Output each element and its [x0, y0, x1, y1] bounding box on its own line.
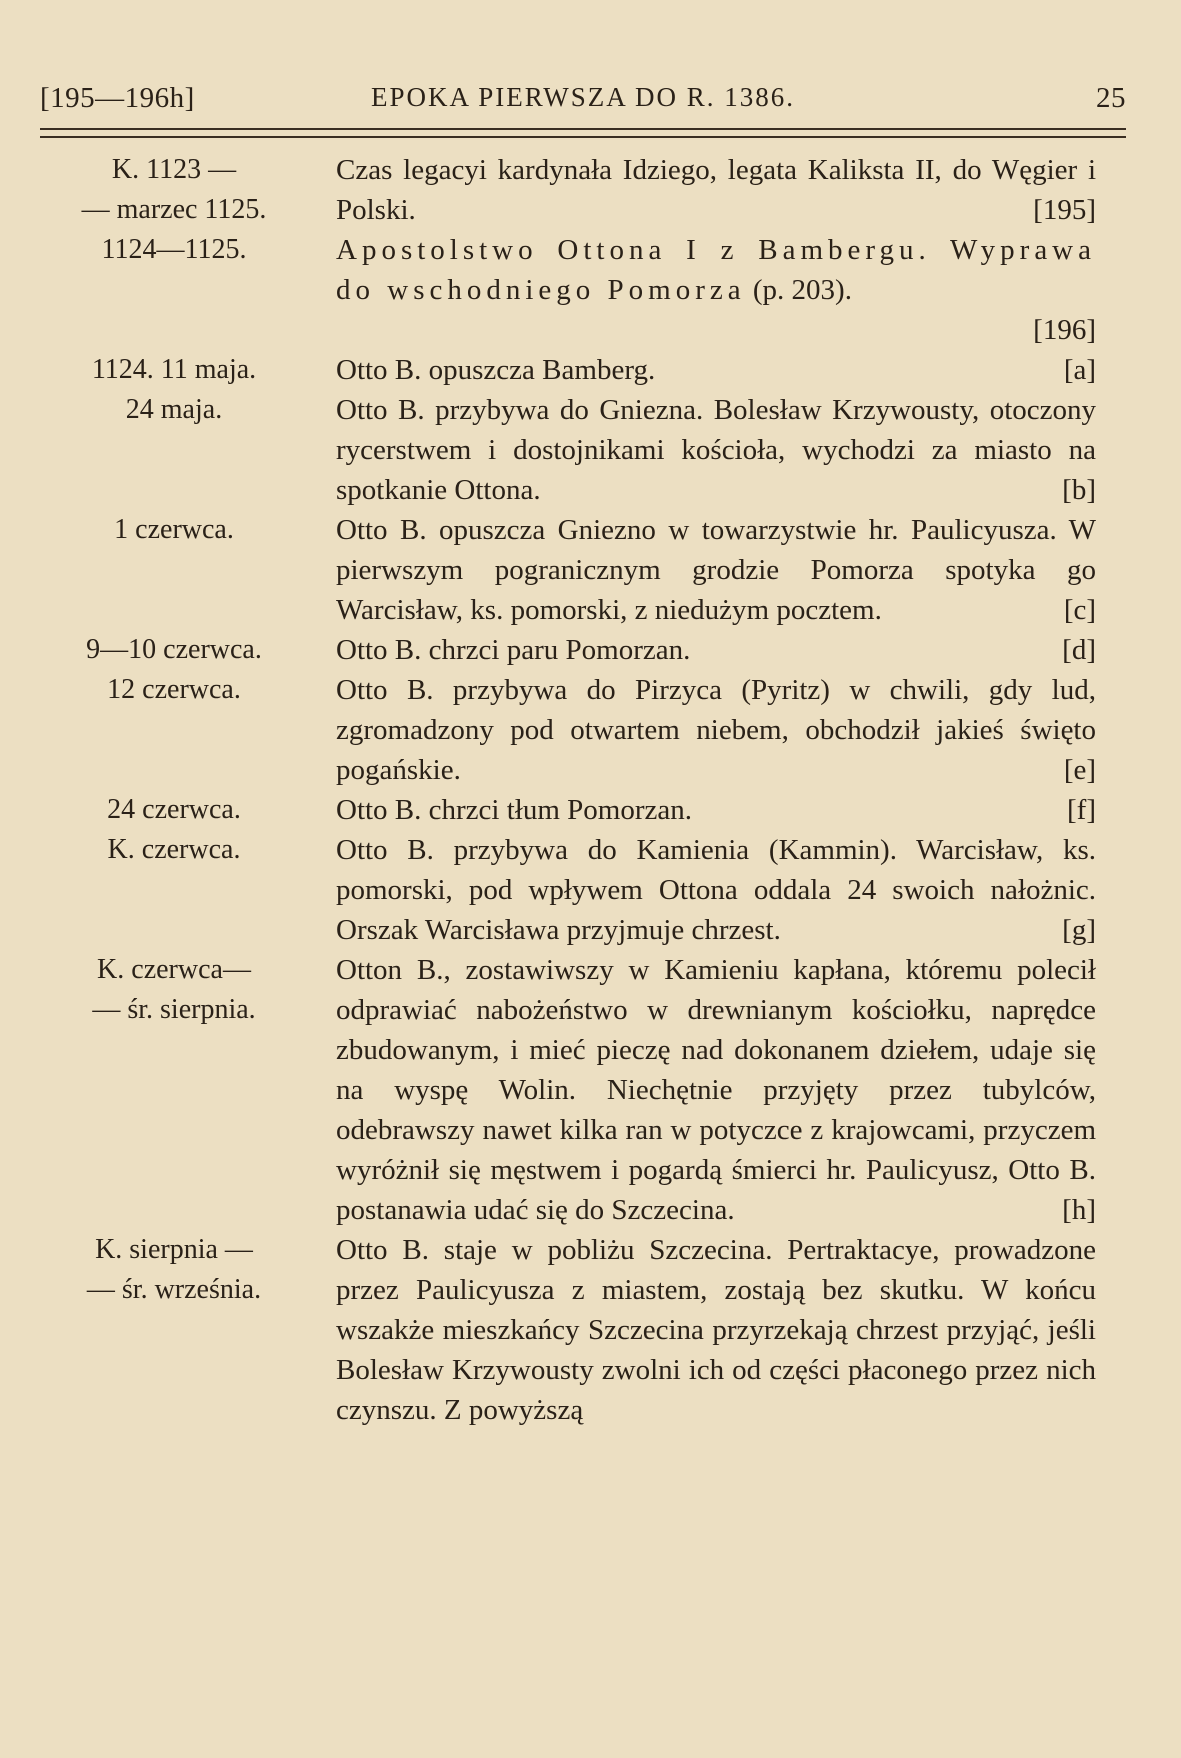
entry-text: Otto B. chrzci paru Pomorzan. [d] [336, 630, 1096, 670]
entry-text: Czas legacyi kardynała Idziego, legata Kaliksta II, do Węgier i Polski. [195] [336, 150, 1096, 230]
entry-a [40, 350, 1126, 390]
entry-ref: [b] [1062, 474, 1096, 506]
entry-196 [40, 230, 1126, 350]
entry-195 [40, 150, 1126, 230]
chronology-table [40, 150, 1126, 1430]
entry-ref: [d] [1062, 634, 1096, 666]
entry-text: Apostolstwo Ottona I z Bambergu. Wyprawa do wschodniego Pomorza (p. 203). [196] [336, 234, 1096, 346]
header-title: EPOKA PIERWSZA DO R. 1386. [370, 82, 796, 112]
entry-text: Otto B. przybywa do Kamienia (Kammin). Warcisław, ks. pomorski, pod wpływem Ottona oddala 24 swoich nałożnic. Orszak Warcisława przyjmuje chrzest. [g] [336, 830, 1096, 950]
entry-text: Otton B., zostawiwszy w Kamieniu kapłana, któremu polecił odprawiać nabożeństwo w drewnianym kościołku, naprędce zbudowanym, i mieć pieczę nad dokonanem dziełem, udaje się na wyspę Wolin. Niechętnie przyjęty przez tubylców, odebrawszy nawet kilka ran w potyczce z krajowcami, przyczem wyróżnił się męstwem i pogardą śmierci hr. Paulicyusz, Otto B. postanawia udać się do Szczecina. [h] [336, 950, 1096, 1230]
entry-ref: [g] [1062, 914, 1096, 946]
entry-text: Otto B. przybywa do Gniezna. Bolesław Krzywousty, otoczony rycerstwem i dostojnikami kościoła, wychodzi za miasto na spotkanie Ottona. [b] [336, 390, 1096, 510]
entry-ref: [e] [1063, 754, 1096, 786]
entry-text: Otto B. opuszcza Bamberg. [a] [336, 350, 1096, 390]
entry-ref: [195] [1033, 194, 1096, 226]
entry-b [40, 390, 1126, 510]
entry-date: K. sierpnia — — śr. września. [86, 1234, 262, 1305]
entry-text: Otto B. chrzci tłum Pomorzan. [f] [336, 790, 1096, 830]
entry-date: 9—10 czerwca. [86, 634, 262, 665]
entry-i [40, 1230, 1126, 1430]
entry-date: 1 czerwca. [114, 514, 234, 545]
entry-date: 24 czerwca. [107, 794, 241, 825]
entry-ref: [a] [1063, 354, 1096, 386]
entry-text: Otto B. opuszcza Gniezno w towarzystwie hr. Paulicyusza. W pierwszym pogranicznym grodzie Pomorza spotyka go Warcisław, ks. pomorski, z niedużym pocztem. [c] [336, 510, 1096, 630]
header-double-rule [40, 128, 1126, 138]
entry-date: K. czerwca— — śr. sierpnia. [92, 954, 256, 1025]
page-number: 25 [1096, 82, 1126, 114]
entry-ref: [h] [1062, 1194, 1096, 1226]
entry-f [40, 790, 1126, 830]
entry-ref: [c] [1063, 594, 1096, 626]
entry-e [40, 670, 1126, 790]
spaced-heading: Apostolstwo Ottona I z Bambergu. Wyprawa do wschodniego Pomorza [336, 234, 1096, 306]
entry-date: 12 czerwca. [107, 674, 241, 705]
entry-ref: [196] [1033, 314, 1096, 346]
entry-c [40, 510, 1126, 630]
entry-date: 1124. 11 maja. [91, 354, 257, 385]
header-range: [195—196h] [40, 82, 195, 114]
running-header [40, 78, 1126, 126]
entry-date: K. czerwca. [107, 834, 241, 865]
entry-date: K. 1123 — — marzec 1125. [81, 154, 267, 225]
entry-d [40, 630, 1126, 670]
entry-g [40, 830, 1126, 950]
entry-date: 24 maja. [125, 394, 223, 425]
entry-date: 1124—1125. [101, 234, 247, 265]
entry-h [40, 950, 1126, 1230]
entry-text: Otto B. przybywa do Pirzyca (Pyritz) w chwili, gdy lud, zgromadzony pod otwartem niebem, obchodził jakieś święto pogańskie. [e] [336, 670, 1096, 790]
entry-ref: [f] [1067, 794, 1096, 826]
entry-text: Otto B. staje w pobliżu Szczecina. Pertraktacye, prowadzone przez Paulicyusza z miastem, zostają bez skutku. W końcu wszakże mieszkańcy Szczecina przyrzekają chrzest przyjąć, jeśli Bolesław Krzywousty zwolni ich od części płaconego przez nich czynszu. Z powyższą [336, 1234, 1096, 1426]
